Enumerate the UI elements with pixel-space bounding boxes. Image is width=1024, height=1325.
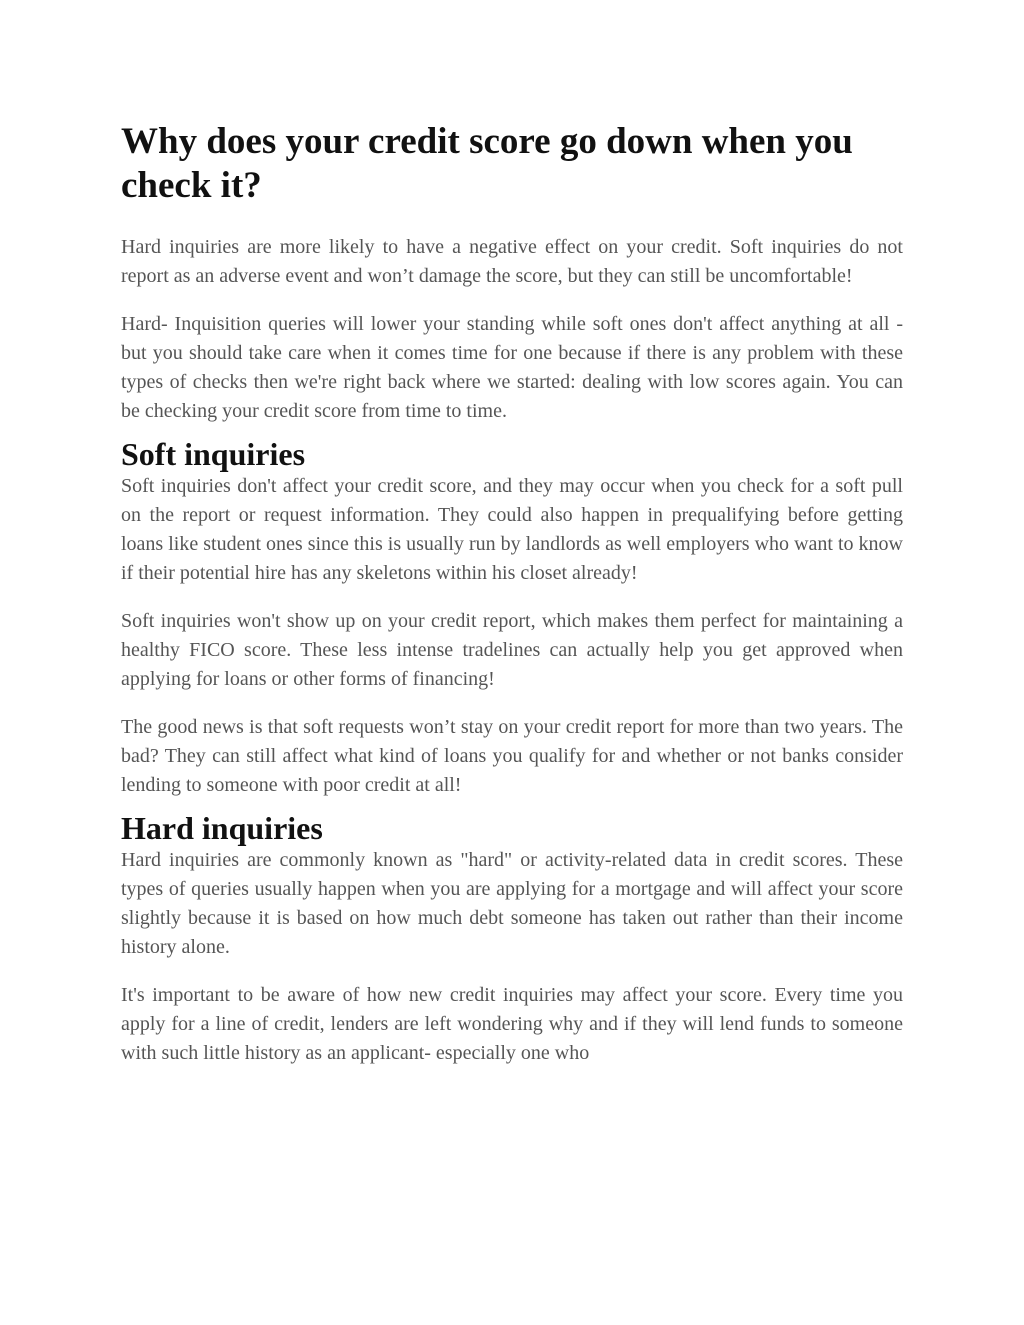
soft-inquiries-heading: Soft inquiries bbox=[121, 436, 306, 472]
soft-paragraph-2: Soft inquiries won't show up on your credit report, which makes them perfect for maintaining a healthy FICO score. These less intense tradelines can actually help you get approved when applying for loans or other forms of financing! bbox=[121, 610, 903, 690]
hard-paragraph-1: Hard inquiries are commonly known as "hard" or activity-related data in credit scores. These types of queries usually happen when you are applying for a mortgage and will affect your score slightly because it is based on how much debt someone has taken out rather than their income history alone. bbox=[121, 849, 903, 958]
page-title: Why does your credit score go down when you check it? bbox=[121, 121, 853, 206]
intro-paragraph-2: Hard- Inquisition queries will lower your standing while soft ones don't affect anything at all - but you should take care when it comes time for one because if there is any problem with these types of checks then we're right back where we started: dealing with low scores again. You can be checking your credit score from time to time. bbox=[121, 313, 903, 422]
document-page bbox=[121, 120, 903, 1068]
hard-inquiries-heading: Hard inquiries bbox=[121, 810, 323, 846]
hard-paragraph-2: It's important to be aware of how new credit inquiries may affect your score. Every time you apply for a line of credit, lenders are left wondering why and if they will lend funds to someone with such little history as an applicant- especially one who bbox=[121, 984, 903, 1064]
soft-paragraph-1: Soft inquiries don't affect your credit score, and they may occur when you check for a soft pull on the report or request information. They could also happen in prequalifying before getting loans like student ones since this is usually run by landlords as well employers who want to know if their potential hire has any skeletons within his closet already! bbox=[121, 475, 903, 584]
intro-paragraph-1: Hard inquiries are more likely to have a negative effect on your credit. Soft inquiries do not report as an adverse event and won’t damage the score, but they can still be uncomfortable! bbox=[121, 236, 903, 287]
soft-paragraph-3: The good news is that soft requests won’t stay on your credit report for more than two years. The bad? They can still affect what kind of loans you qualify for and whether or not banks consider lending to someone with poor credit at all! bbox=[121, 716, 903, 796]
